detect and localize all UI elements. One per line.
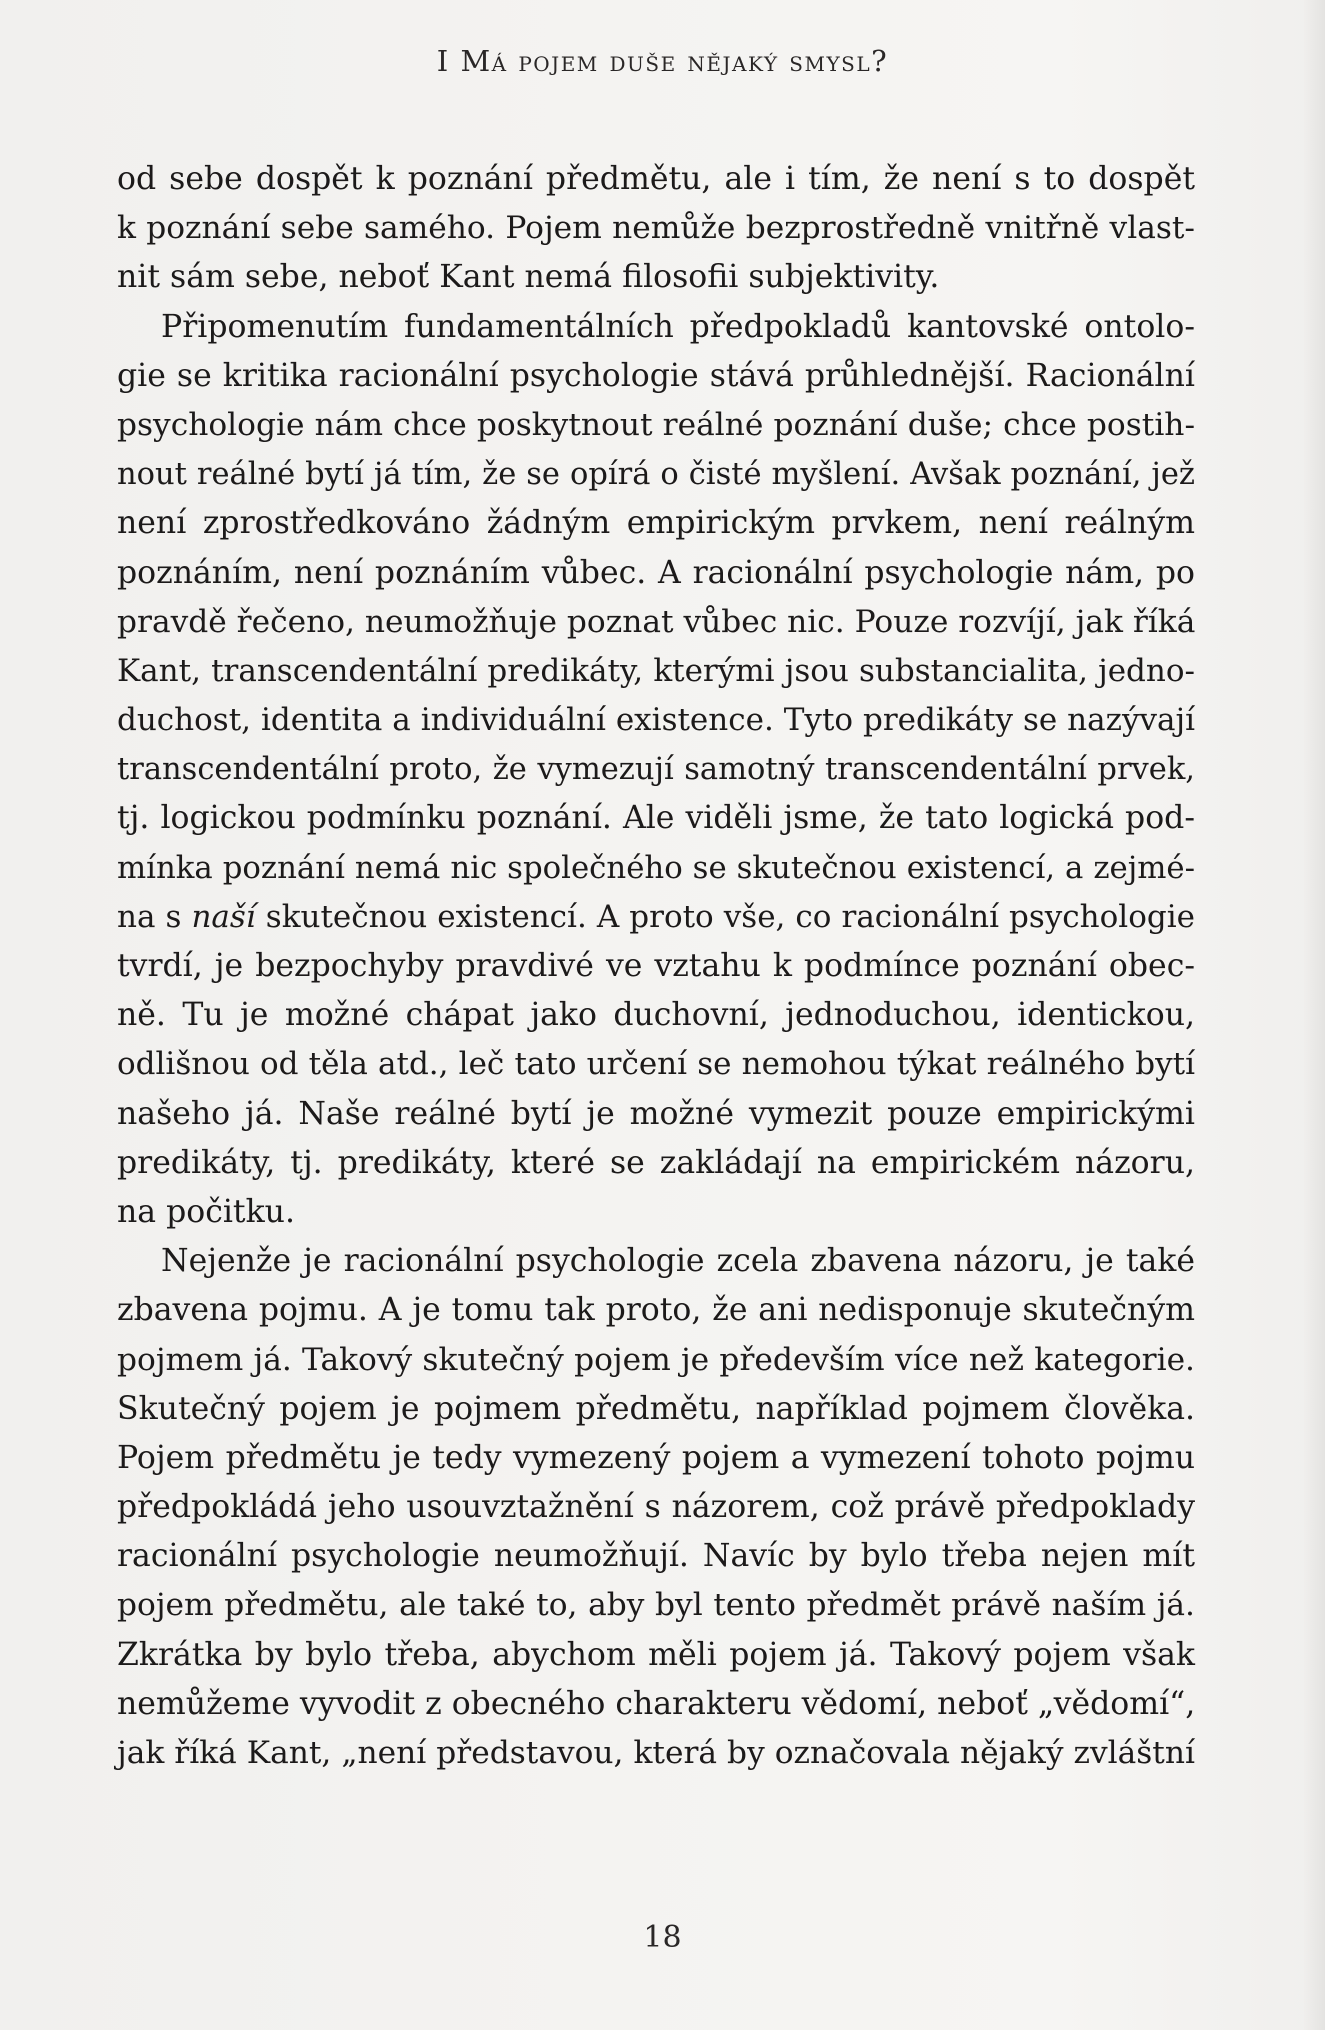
text-line: odlišnou od těla atd., leč tato určení se nemohou týkat reálného bytí bbox=[117, 1046, 1195, 1083]
text-line: Skutečný pojem je pojmem předmětu, například pojmem člověka. bbox=[117, 1390, 1195, 1427]
text-line: tvrdí, je bezpochyby pravdivé ve vztahu k podmínce poznání obec- bbox=[117, 948, 1195, 984]
text-line: tj. logickou podmínku poznání. Ale viděli jsme, že tato logická pod- bbox=[117, 800, 1195, 837]
page-number: 18 bbox=[643, 1920, 682, 1955]
text-line: Pojem předmětu je tedy vymezený pojem a vymezení tohoto pojmu bbox=[117, 1439, 1195, 1476]
text-line: zbavena pojmu. A je tomu tak proto, že ani nedisponuje skutečným bbox=[117, 1292, 1195, 1329]
emphasized-word: naší bbox=[191, 898, 256, 935]
running-head: I Má pojem duše nějaký smysl? bbox=[436, 44, 889, 78]
text-line: Kant, transcendentální predikáty, kterými jsou substancialita, jedno- bbox=[117, 652, 1195, 689]
page-edge-shadow bbox=[1303, 0, 1325, 2030]
text-line: poznáním, není poznáním vůbec. A racionální psychologie nám, po bbox=[117, 554, 1195, 591]
text-segment: na s bbox=[117, 898, 192, 935]
text-line: gie se kritika racionální psychologie stává průhlednější. Racionální bbox=[117, 357, 1195, 394]
body-text bbox=[117, 155, 1195, 1778]
text-line: nit sám sebe, neboť Kant nemá filosofii subjektivity. bbox=[117, 259, 940, 296]
text-line: duchost, identita a individuální existence. Tyto predikáty se nazývají bbox=[117, 702, 1195, 739]
text-line: transcendentální proto, že vymezují samotný transcendentální prvek, bbox=[117, 752, 1195, 788]
text-line: nemůžeme vyvodit z obecného charakteru vědomí, neboť „vědomí“, bbox=[117, 1685, 1196, 1722]
text-line: jak říká Kant, „není představou, která by označovala nějaký zvláštní bbox=[117, 1735, 1195, 1771]
text-line: předpokládá jeho usouvztažnění s názorem, což právě předpoklady bbox=[117, 1489, 1195, 1526]
text-line: od sebe dospět k poznání předmětu, ale i tím, že není s to dospět bbox=[117, 161, 1195, 197]
text-line: Zkrátka by bylo třeba, abychom měli pojem já. Takový pojem však bbox=[117, 1636, 1195, 1673]
text-line: pojmem já. Takový skutečný pojem je především více než kategorie. bbox=[117, 1341, 1195, 1378]
text-line: racionální psychologie neumožňují. Navíc by bylo třeba nejen mít bbox=[117, 1538, 1195, 1575]
paragraph-first-line: Připomenutím fundamentálních předpokladů kantovské ontolo- bbox=[161, 308, 1195, 345]
text-line: není zprostředkováno žádným empirickým prvkem, není reálným bbox=[117, 505, 1195, 542]
text-line: k poznání sebe samého. Pojem nemůže bezprostředně vnitřně vlast- bbox=[117, 210, 1195, 247]
text-line: pravdě řečeno, neumožňuje poznat vůbec nic. Pouze rozvíjí, jak říká bbox=[117, 603, 1196, 640]
text-line: psychologie nám chce poskytnout reálné poznání duše; chce postih- bbox=[117, 406, 1195, 443]
text-line: mínka poznání nemá nic společného se skutečnou existencí, a zejmé- bbox=[117, 849, 1195, 886]
text-segment: skutečnou existencí. A proto vše, co racionální psychologie bbox=[255, 898, 1195, 935]
text-line: ně. Tu je možné chápat jako duchovní, jednoduchou, identickou, bbox=[117, 997, 1195, 1034]
text-line: nout reálné bytí já tím, že se opírá o čisté myšlení. Avšak poznání, jež bbox=[117, 457, 1195, 493]
text-line: na počitku. bbox=[117, 1193, 295, 1230]
text-line: pojem předmětu, ale také to, aby byl tento předmět právě naším já. bbox=[117, 1587, 1195, 1624]
text-line: našeho já. Naše reálné bytí je možné vymezit pouze empirickými bbox=[117, 1095, 1195, 1132]
text-line: predikáty, tj. predikáty, které se zakládají na empirickém názoru, bbox=[117, 1144, 1195, 1181]
paragraph-first-line: Nejenže je racionální psychologie zcela zbavena názoru, je také bbox=[161, 1243, 1195, 1280]
text-line-with-emphasis bbox=[117, 893, 1195, 942]
